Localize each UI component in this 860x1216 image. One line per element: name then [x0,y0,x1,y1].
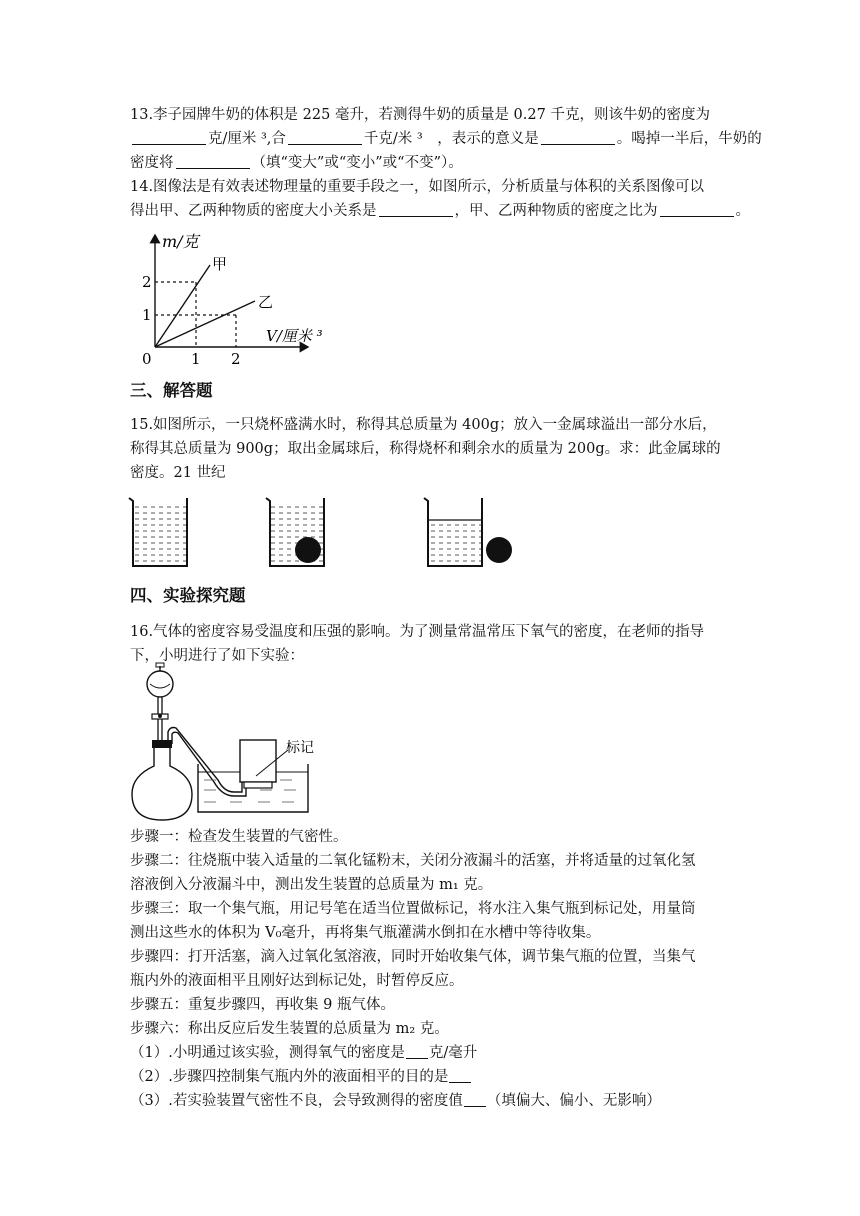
answer-blank[interactable] [288,130,362,145]
mark-label: 标记 [286,740,314,756]
answer-blank[interactable] [541,130,615,145]
oxygen-apparatus-figure [130,662,330,822]
x-tick-label: 2 [231,350,241,368]
step-3-cont: 测出这些水的体积为 V₀毫升，再将集气瓶灌满水倒扣在水槽中等待收集。 [130,925,601,941]
q13-line-2: 克/厘米 ³,合 千克/米 ³ ，表示的意义是 。喝掉一半后，牛奶的 [130,127,730,151]
q16-steps [130,825,750,1113]
question-14 [130,175,750,223]
answer-blank[interactable] [449,1068,471,1083]
metal-ball [295,537,321,563]
metal-ball [486,537,512,563]
step-5: 步骤五：重复步骤四，再收集 9 瓶气体。 [130,997,395,1013]
q14-line-1: 14.图像法是有效表述物理量的重要手段之一，如图所示，分析质量与体积的关系图像可以 [130,179,705,195]
sub-question-1: （1）.小明通过该实验，测得氧气的密度是 克/毫升 [130,1045,478,1061]
step-4: 步骤四：打开活塞，滴入过氧化氢溶液，同时开始收集气体，调节集气瓶的位置，当集气 [130,949,696,965]
beaker-partial [424,498,512,566]
beakers-figure [126,492,536,572]
line-jia-label: 甲 [212,255,228,273]
answer-blank[interactable] [406,1044,428,1059]
step-1: 步骤一：检查发生装置的气密性。 [130,829,348,845]
answer-blank[interactable] [379,202,453,217]
q14-line-2: 得出甲、乙两种物质的密度大小关系是 ，甲、乙两种物质的密度之比为 。 [130,203,750,219]
origin-label: 0 [142,350,152,368]
answer-blank[interactable] [464,1092,486,1107]
answer-blank[interactable] [176,154,250,169]
y-axis-label: m/克 [162,232,199,251]
question-13 [130,103,762,175]
q15-line-3: 密度。21 世纪 [130,465,226,481]
x-axis-label: V/厘米 ³ [266,327,323,345]
question-15 [130,413,730,485]
q13-line-1: 13.李子园牌牛奶的体积是 225 毫升，若测得牛奶的质量是 0.27 千克，则该牛奶的密度为 [130,107,710,123]
step-2-cont: 溶液倒入分液漏斗中，测出发生装置的总质量为 m₁ 克。 [130,877,493,893]
question-16 [130,620,730,668]
x-tick-label: 1 [191,350,201,368]
section-title: 三、解答题 [130,381,213,400]
line-yi-label: 乙 [258,293,274,311]
answer-blank[interactable] [132,130,206,145]
sub-question-2: （2）.步骤四控制集气瓶内外的液面相平的目的是 [130,1065,750,1089]
section-title: 四、实验探究题 [130,586,246,605]
q15-line-2: 称得其总质量为 900g；取出金属球后，称得烧杯和剩余水的质量为 200g。求：此金属球的 [130,441,721,457]
step-6: 步骤六：称出反应后发生装置的总质量为 m₂ 克。 [130,1021,449,1037]
q16-line-2: 下，小明进行了如下实验： [130,648,304,664]
step-3: 步骤三：取一个集气瓶，用记号笔在适当位置做标记，将水注入集气瓶到标记处，用量筒 [130,901,696,917]
sub-question-3: （3）.若实验装置气密性不良，会导致测得的密度值 （填偏大、偏小、无影响） [130,1093,661,1109]
q13-line-3: 密度将 （填“变大”或“变小”或“不变”）。 [130,155,463,171]
beaker-with-ball [266,498,324,566]
y-tick-label: 2 [142,273,152,291]
answer-blank[interactable] [660,202,734,217]
step-4-cont: 瓶内外的液面相平且刚好达到标记处，时暂停反应。 [130,973,464,989]
q16-line-1: 16.气体的密度容易受温度和压强的影响。为了测量常温常压下氧气的密度，在老师的指导 [130,624,705,640]
q15-line-1: 15.如图所示，一只烧杯盛满水时，称得其总质量为 400g；放入一金属球溢出一部分水后， [130,417,717,433]
beaker-full [129,498,187,566]
mass-volume-graph [130,225,340,370]
step-2: 步骤二：往烧瓶中装入适量的二氧化锰粉末，关闭分液漏斗的活塞，并将适量的过氧化氢 [130,853,696,869]
y-tick-label: 1 [142,306,152,324]
